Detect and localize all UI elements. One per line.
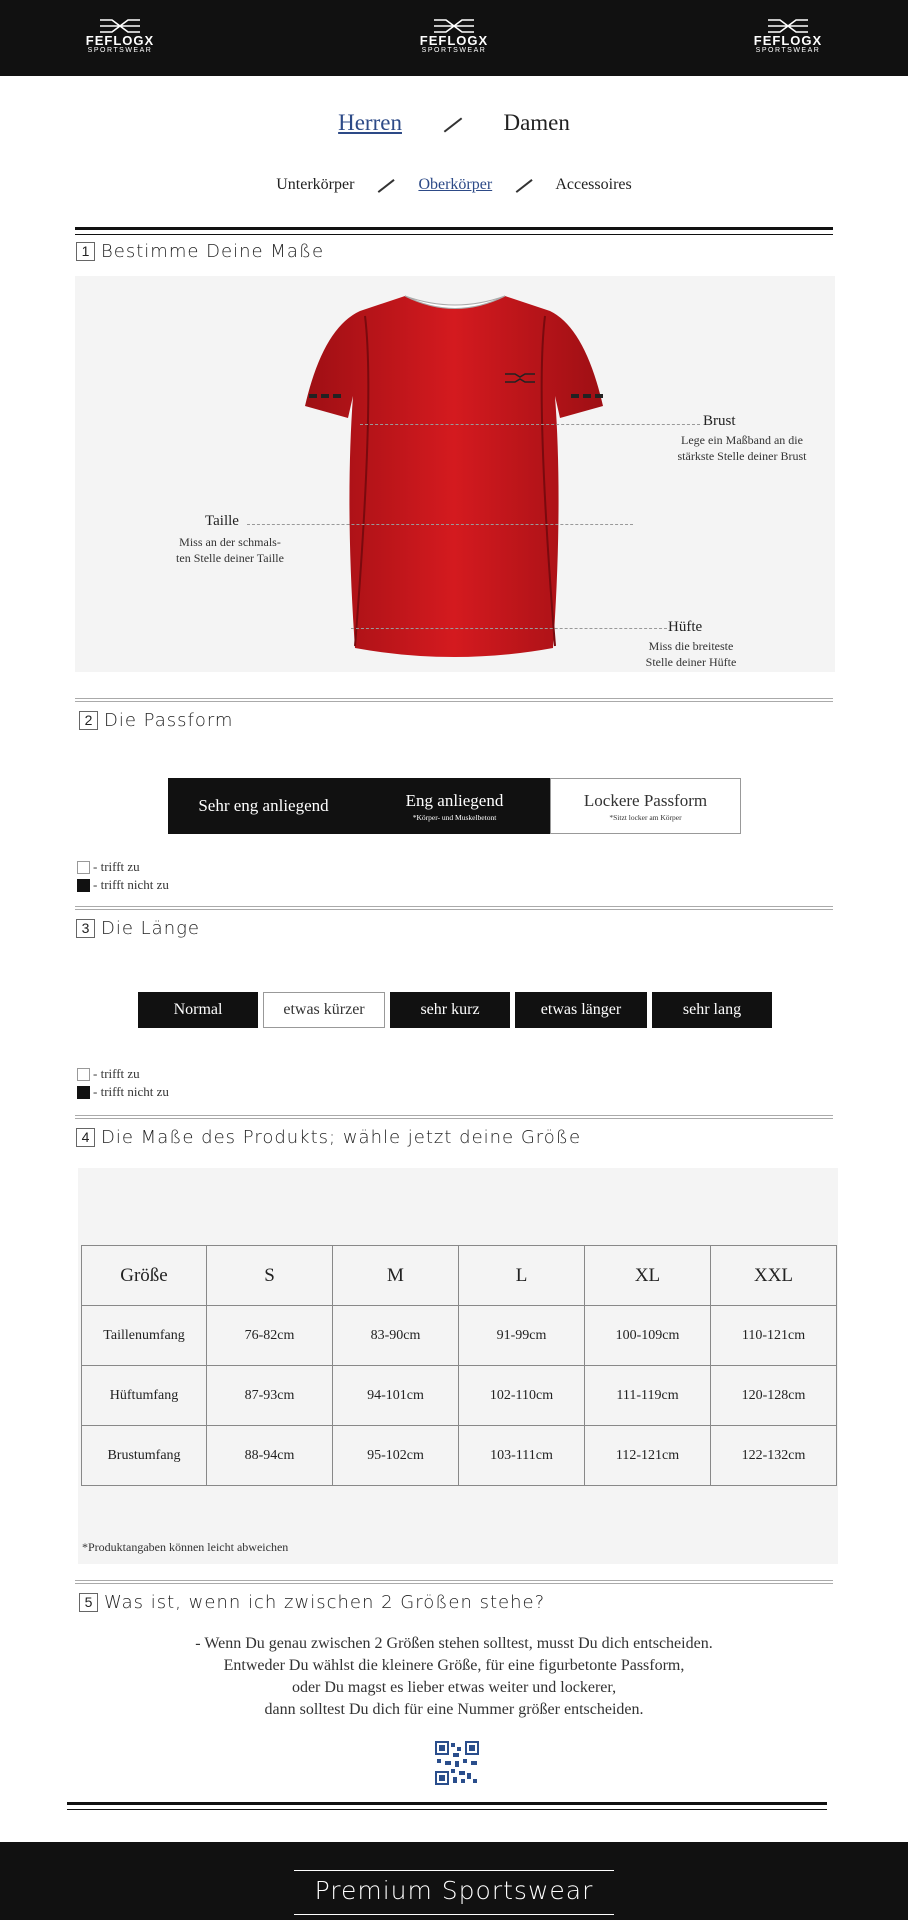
size-table-header-cell: L [459,1246,585,1306]
qr-code-icon[interactable] [435,1741,479,1785]
legend-filled-square [77,879,90,892]
nav-link-herren[interactable]: Herren [338,110,402,135]
logo-brand-text: FEFLOGX [85,33,155,48]
category-nav [0,176,908,194]
table-row [82,1306,837,1366]
fit-option-sehr-eng [168,778,359,834]
section-title: Die Maße des Produkts; wähle jetzt deine Größe [101,1127,582,1148]
table-cell: 76-82cm [207,1306,333,1366]
section-divider [75,1580,833,1584]
section-4-heading [76,1127,581,1148]
table-cell: 112-121cm [585,1426,711,1486]
fit-option-note: *Sitzt locker am Körper [609,812,682,822]
brand-logo-right[interactable] [740,18,836,58]
length-option-sehr-lang: sehr lang [652,992,772,1028]
table-row-label: Taillenumfang [82,1306,207,1366]
logo-sub-text: SPORTSWEAR [421,47,487,54]
faq-line: - Wenn Du genau zwischen 2 Größen stehen solltest, musst Du dich entscheiden. [195,1635,713,1652]
faq-line: oder Du magst es lieber etwas weiter und lockerer, [291,1679,617,1696]
table-row-label: Hüftumfang [82,1366,207,1426]
table-row-label: Brustumfang [82,1426,207,1486]
legend-open-square [77,1068,90,1081]
size-table-header-cell: M [333,1246,459,1306]
taille-description-line-1: Miss an der schmals- [179,535,281,549]
fit-option-locker [550,778,741,834]
faq-line: Entweder Du wählst die kleinere Größe, für eine figurbetonte Passform, [223,1657,685,1674]
fit-option-note: *Körper- und Muskelbetont [412,812,497,822]
section-divider [67,1802,827,1810]
fit-options [168,778,741,834]
section-title: Die Länge [101,918,200,939]
table-cell: 83-90cm [333,1306,459,1366]
table-cell: 95-102cm [333,1426,459,1486]
section-number: 2 [79,711,98,730]
length-option-etwas-kuerzer: etwas kürzer [263,992,385,1028]
fit-legend [77,858,169,894]
length-options [138,992,772,1028]
measurement-guide-panel [75,276,835,672]
gender-nav [0,110,908,136]
table-cell: 87-93cm [207,1366,333,1426]
size-table-header-cell: XXL [711,1246,837,1306]
size-table [81,1245,837,1486]
brand-logo-left[interactable] [72,18,168,58]
nav-separator [443,117,462,132]
length-option-normal: Normal [138,992,258,1028]
huefte-line [351,628,667,629]
huefte-description-line-1: Miss die breiteste [648,639,734,653]
legend-applies: - trifft zu [93,859,140,874]
size-chart-panel [78,1168,838,1564]
section-divider [75,698,833,702]
footer-tagline-wrap [294,1876,614,1905]
size-table-header-cell: XL [585,1246,711,1306]
logo-sub-text: SPORTSWEAR [755,47,821,54]
section-divider [75,227,833,235]
taille-label: Taille [205,513,239,529]
nav-link-unterkoerper[interactable]: Unterkörper [276,176,355,193]
section-divider [75,1115,833,1119]
brust-description-line-2: stärkste Stelle deiner Brust [677,449,807,463]
legend-not-applies: - trifft nicht zu [93,1084,169,1099]
size-table-header-row [82,1246,837,1306]
tagline-rule-top [294,1870,614,1871]
tagline-rule-bottom [294,1914,614,1915]
size-table-header-cell: Größe [82,1246,207,1306]
taille-description-line-2: ten Stelle deiner Taille [176,551,284,565]
table-cell: 122-132cm [711,1426,837,1486]
section-title: Was ist, wenn ich zwischen 2 Größen stehe? [104,1592,546,1613]
logo-brand-text: FEFLOGX [419,33,489,48]
table-cell: 102-110cm [459,1366,585,1426]
logo-sub-text: SPORTSWEAR [87,47,153,54]
fit-option-label: Lockere Passform [583,790,708,810]
section-number: 1 [76,242,95,261]
brust-label: Brust [703,413,736,429]
tshirt-illustration [75,276,835,672]
fit-option-eng [359,778,550,834]
section-number: 5 [79,1593,98,1612]
table-cell: 111-119cm [585,1366,711,1426]
section-5-heading [79,1592,545,1613]
footer-bar [0,1842,908,1920]
logo-mark-icon [98,18,142,34]
length-option-etwas-laenger: etwas länger [515,992,647,1028]
brand-logo-center[interactable] [406,18,502,58]
size-table-header-cell: S [207,1246,333,1306]
nav-link-oberkoerper[interactable]: Oberkörper [418,176,493,193]
huefte-description-line-2: Stelle deiner Hüfte [645,655,737,669]
fit-option-label: Sehr eng anliegend [198,796,329,815]
huefte-label: Hüfte [668,619,703,635]
footer-tagline: Premium Sportswear [314,1876,594,1905]
nav-link-accessoires[interactable]: Accessoires [555,176,632,193]
section-3-heading [76,918,200,939]
section-title: Die Passform [104,710,234,731]
section-number: 4 [76,1128,95,1147]
table-cell: 103-111cm [459,1426,585,1486]
size-footnote: *Produktangaben können leicht abweichen [82,1540,289,1554]
section-divider [75,906,833,910]
legend-applies: - trifft zu [93,1066,140,1081]
nav-link-damen[interactable]: Damen [503,110,570,135]
length-legend [77,1065,169,1101]
brust-line [360,424,700,425]
table-cell: 91-99cm [459,1306,585,1366]
table-cell: 88-94cm [207,1426,333,1486]
table-row [82,1426,837,1486]
section-1-heading [76,241,324,262]
nav-separator [378,179,395,192]
brust-description-line-1: Lege ein Maßband an die [681,433,803,447]
legend-not-applies: - trifft nicht zu [93,877,169,892]
table-cell: 120-128cm [711,1366,837,1426]
legend-open-square [77,861,90,874]
nav-separator [516,179,533,192]
section-2-heading [79,710,233,731]
table-cell: 110-121cm [711,1306,837,1366]
fit-option-label: Eng anliegend [405,790,504,810]
top-header-bar [0,0,908,76]
logo-mark-icon [766,18,810,34]
section-title: Bestimme Deine Maße [101,241,325,262]
section-number: 3 [76,919,95,938]
length-option-sehr-kurz: sehr kurz [390,992,510,1028]
logo-mark-icon [432,18,476,34]
legend-filled-square [77,1086,90,1099]
table-row [82,1366,837,1426]
faq-answer [0,1633,908,1721]
table-cell: 94-101cm [333,1366,459,1426]
faq-line: dann solltest Du dich für eine Nummer größer entscheiden. [264,1701,644,1718]
table-cell: 100-109cm [585,1306,711,1366]
taille-line [247,524,633,525]
logo-brand-text: FEFLOGX [753,33,823,48]
